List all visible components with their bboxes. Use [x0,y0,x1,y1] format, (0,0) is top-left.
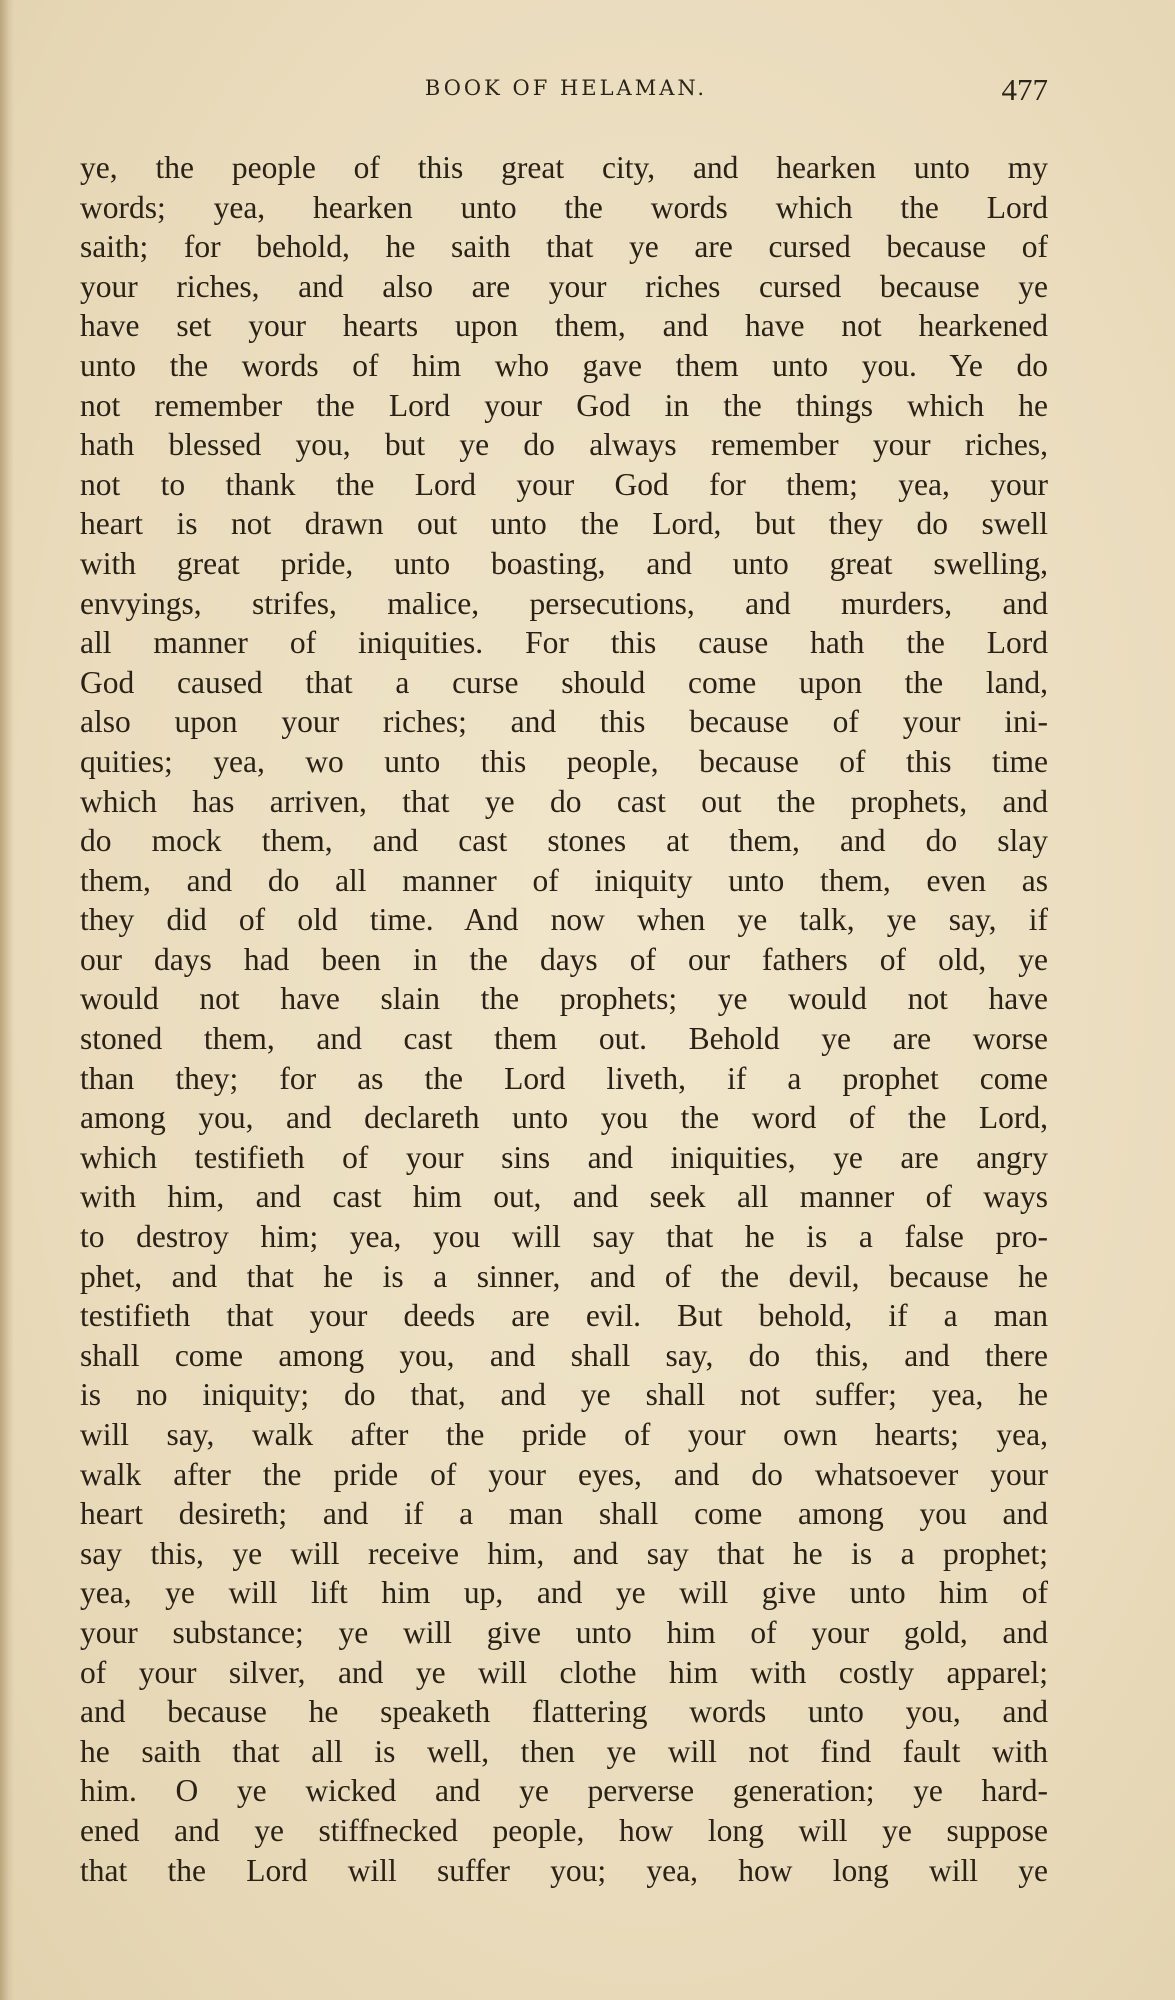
text-line: testifieth that your deeds are evil. But behold, if a man [80,1298,1048,1334]
text-line: have set your hearts upon them, and have not hearkened [80,308,1048,344]
text-line: among you, and declareth unto you the word of the Lord, [80,1100,1048,1136]
text-line: words; yea, hearken unto the words which the Lord [80,189,1048,225]
text-line: is no iniquity; do that, and ye shall not suffer; yea, he [80,1377,1048,1413]
page-number: 477 [1001,72,1048,107]
text-line: of your silver, and ye will clothe him with costly apparel; [80,1654,1048,1690]
text-line: with him, and cast him out, and seek all manner of ways [80,1179,1048,1215]
text-line: our days had been in the days of our fathers of old, ye [80,941,1048,977]
text-line: they did of old time. And now when ye talk, ye say, if [80,902,1048,938]
body-text [80,148,1048,1890]
text-line: that the Lord will suffer you; yea, how long will ye [80,1852,1048,1888]
text-line: with great pride, unto boasting, and unto great swelling, [80,545,1048,581]
text-line: also upon your riches; and this because of your ini- [80,704,1048,740]
text-line: walk after the pride of your eyes, and do whatsoever your [80,1456,1048,1492]
text-line: ye, the people of this great city, and hearken unto my [80,150,1048,185]
text-line: quities; yea, wo unto this people, because of this time [80,743,1048,779]
text-line: heart desireth; and if a man shall come among you and [80,1496,1048,1532]
text-line: shall come among you, and shall say, do this, and there [80,1337,1048,1373]
text-line: say this, ye will receive him, and say that he is a prophet; [80,1535,1048,1571]
text-line: heart is not drawn out unto the Lord, but they do swell [80,506,1048,542]
text-line: phet, and that he is a sinner, and of the devil, because he [80,1258,1048,1294]
text-line: your substance; ye will give unto him of your gold, and [80,1614,1048,1650]
text-line: would not have slain the prophets; ye would not have [80,981,1048,1017]
text-line: your riches, and also are your riches cursed because ye [80,268,1048,304]
text-line: which testifieth of your sins and iniquities, ye are angry [80,1139,1048,1175]
text-line: not to thank the Lord your God for them; yea, your [80,466,1048,502]
text-line: unto the words of him who gave them unto you. Ye do [80,347,1048,383]
text-line: envyings, strifes, malice, persecutions, and murders, and [80,585,1048,621]
text-line: God caused that a curse should come upon the land, [80,664,1048,700]
text-line: him. O ye wicked and ye perverse generation; ye hard- [80,1773,1048,1809]
page-header [80,72,1052,112]
text-line: hath blessed you, but ye do always remember your riches, [80,427,1048,463]
text-line: will say, walk after the pride of your own hearts; yea, [80,1417,1048,1452]
text-line: do mock them, and cast stones at them, and do slay [80,823,1048,859]
text-line: saith; for behold, he saith that ye are cursed because of [80,229,1048,265]
text-line: yea, ye will lift him up, and ye will give unto him of [80,1575,1048,1611]
text-line: ened and ye stiffnecked people, how long will ye suppose [80,1812,1048,1848]
page-gutter-shadow [0,0,14,2000]
text-line: he saith that all is well, then ye will not find fault with [80,1733,1048,1769]
text-line: all manner of iniquities. For this cause hath the Lord [80,625,1048,661]
text-line: stoned them, and cast them out. Behold ye are worse [80,1021,1048,1057]
text-line: than they; for as the Lord liveth, if a prophet come [80,1060,1048,1096]
text-line: which has arriven, that ye do cast out the prophets, and [80,783,1048,819]
text-line: and because he speaketh flattering words unto you, and [80,1694,1048,1730]
text-line: not remember the Lord your God in the things which he [80,387,1048,423]
text-line: them, and do all manner of iniquity unto them, even as [80,862,1048,898]
text-line: to destroy him; yea, you will say that he is a false pro- [80,1219,1048,1255]
running-title: BOOK OF HELAMAN. [424,76,708,100]
